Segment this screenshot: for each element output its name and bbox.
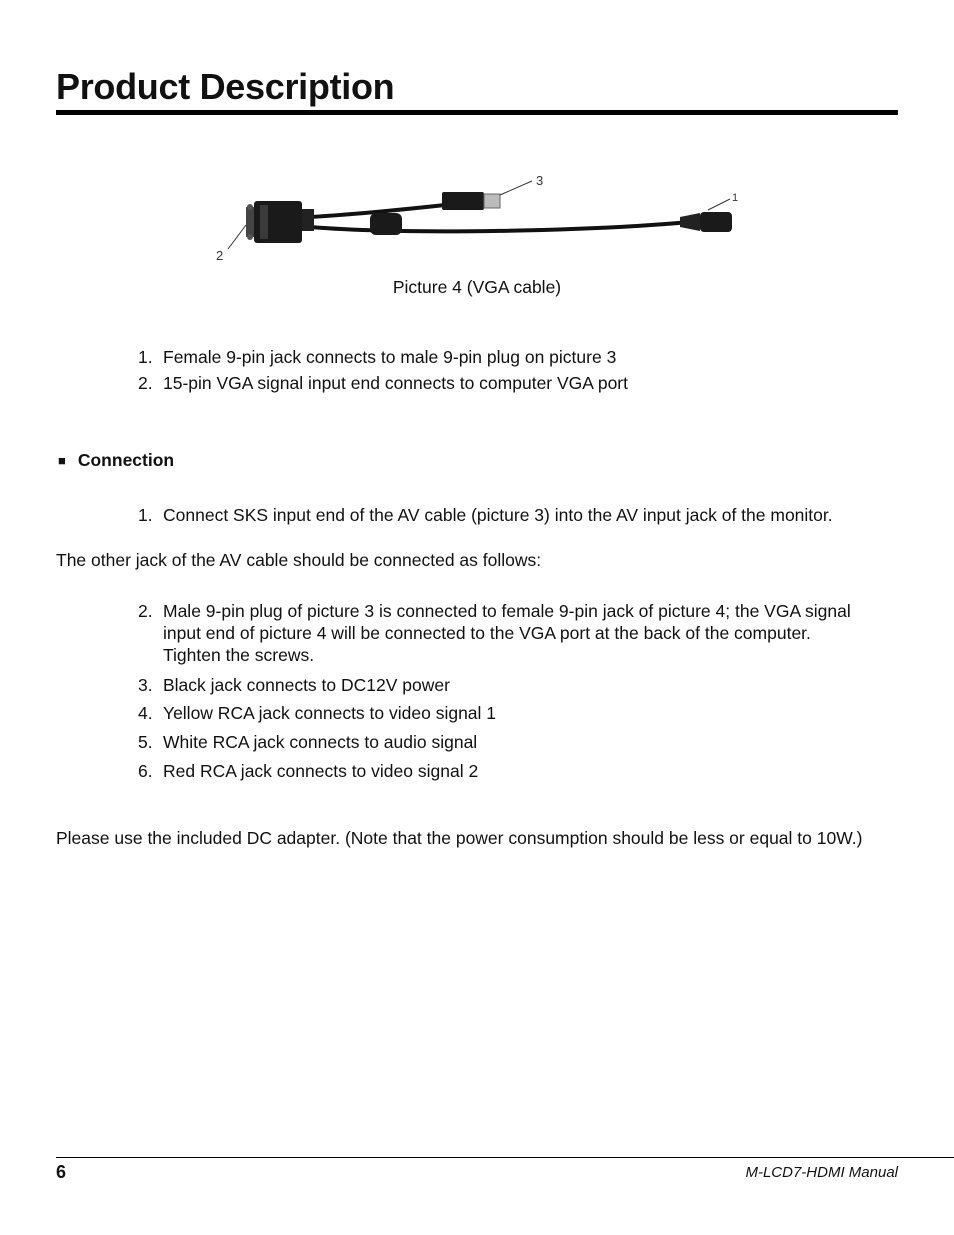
- list-number: 6.: [138, 761, 153, 781]
- square-bullet-icon: ■: [58, 453, 66, 468]
- list-text: Female 9-pin jack connects to male 9-pin plug on picture 3: [163, 347, 617, 367]
- list-text: White RCA jack connects to audio signal: [163, 732, 478, 752]
- title-rule: [56, 110, 898, 115]
- label-1: 1: [732, 192, 739, 204]
- list-number: 5.: [138, 732, 153, 752]
- list-number: 1.: [138, 505, 153, 525]
- vga-cable-figure: [210, 165, 750, 265]
- list-text: Male 9-pin plug of picture 3 is connected to female 9-pin jack of picture 4; the VGA signal input end of picture 4 will be connected to the VGA port at the back of the computer. Tighten the screws.: [163, 601, 851, 665]
- list-text: 15-pin VGA signal input end connects to computer VGA port: [163, 373, 628, 393]
- section-heading-connection: [58, 450, 174, 471]
- list-number: 4.: [138, 703, 153, 723]
- section-heading-text: Connection: [77, 450, 175, 470]
- list-text: Red RCA jack connects to video signal 2: [163, 761, 479, 781]
- vga-cable-illustration: [210, 165, 750, 265]
- power-note: Please use the included DC adapter. (Note that the power consumption should be less or equal to 10W.): [56, 828, 863, 848]
- list-text: Connect SKS input end of the AV cable (picture 3) into the AV input jack of the monitor.: [163, 505, 833, 525]
- page-title: Product Description: [56, 66, 395, 107]
- intro-paragraph: The other jack of the AV cable should be connected as follows:: [56, 550, 542, 570]
- list-number: 1.: [138, 347, 153, 367]
- list-number: 3.: [138, 675, 153, 695]
- label-3: 3: [536, 173, 544, 188]
- label-2: 2: [216, 248, 224, 263]
- manual-name: M-LCD7-HDMI Manual: [745, 1164, 898, 1181]
- list-number: 2.: [138, 601, 153, 621]
- list-number: 2.: [138, 373, 153, 393]
- page-number: 6: [56, 1162, 67, 1182]
- footer-rule: [56, 1157, 954, 1158]
- list-text: Black jack connects to DC12V power: [163, 675, 450, 695]
- figure-caption: Picture 4 (VGA cable): [392, 277, 562, 297]
- list-text: Yellow RCA jack connects to video signal 1: [163, 703, 497, 723]
